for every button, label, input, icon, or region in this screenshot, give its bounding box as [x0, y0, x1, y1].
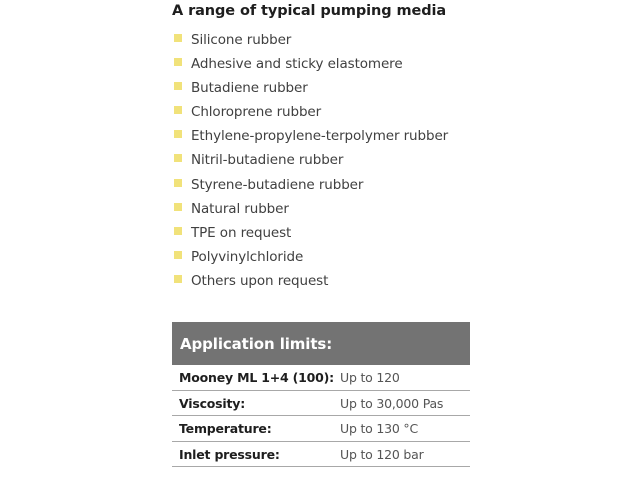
table-row — [172, 442, 470, 468]
row-label: Mooney ML 1+4 (100): — [179, 370, 334, 385]
square-bullet-icon — [174, 227, 182, 235]
square-bullet-icon — [174, 34, 182, 42]
media-label: Natural rubber — [191, 200, 289, 217]
application-limits-header: Application limits: — [172, 322, 470, 365]
row-value: Up to 130 °C — [340, 421, 418, 436]
square-bullet-icon — [174, 179, 182, 187]
row-label: Inlet pressure: — [179, 446, 280, 462]
table-row — [172, 365, 470, 391]
list-item — [172, 245, 448, 269]
square-bullet-icon — [174, 251, 182, 259]
media-label: Styrene-butadiene rubber — [191, 176, 364, 193]
section-heading: A range of typical pumping media — [172, 3, 447, 19]
list-item — [172, 124, 448, 148]
list-item — [172, 197, 448, 221]
list-item — [172, 52, 448, 76]
media-label: Nitril-butadiene rubber — [191, 152, 344, 169]
row-value: Up to 120 bar — [340, 446, 424, 462]
list-item — [172, 100, 448, 124]
square-bullet-icon — [174, 154, 182, 162]
application-limits-table — [172, 322, 470, 467]
square-bullet-icon — [174, 275, 182, 283]
table-row — [172, 416, 470, 442]
media-label: Silicone rubber — [191, 32, 292, 48]
row-label: Temperature: — [179, 421, 272, 436]
media-label: Polyvinylchloride — [191, 248, 304, 265]
square-bullet-icon — [174, 82, 182, 90]
list-item — [172, 148, 448, 172]
square-bullet-icon — [174, 58, 182, 66]
media-label: Adhesive and sticky elastomere — [191, 56, 403, 73]
list-item — [172, 269, 448, 293]
row-value: Up to 30,000 Pas — [340, 395, 444, 411]
pumping-media-list — [172, 28, 448, 293]
media-label: Butadiene rubber — [191, 80, 308, 97]
list-item — [172, 28, 448, 52]
list-item — [172, 173, 448, 197]
media-label: Others upon request — [191, 272, 329, 289]
list-item — [172, 221, 448, 245]
list-item — [172, 76, 448, 100]
media-label: Chloroprene rubber — [191, 104, 322, 121]
square-bullet-icon — [174, 130, 182, 138]
table-row — [172, 391, 470, 417]
row-label: Viscosity: — [179, 395, 246, 411]
media-label: Ethylene-propylene-terpolymer rubber — [191, 128, 449, 145]
square-bullet-icon — [174, 106, 182, 114]
media-label: TPE on request — [191, 224, 292, 241]
row-value: Up to 120 — [340, 370, 400, 385]
square-bullet-icon — [174, 203, 182, 211]
